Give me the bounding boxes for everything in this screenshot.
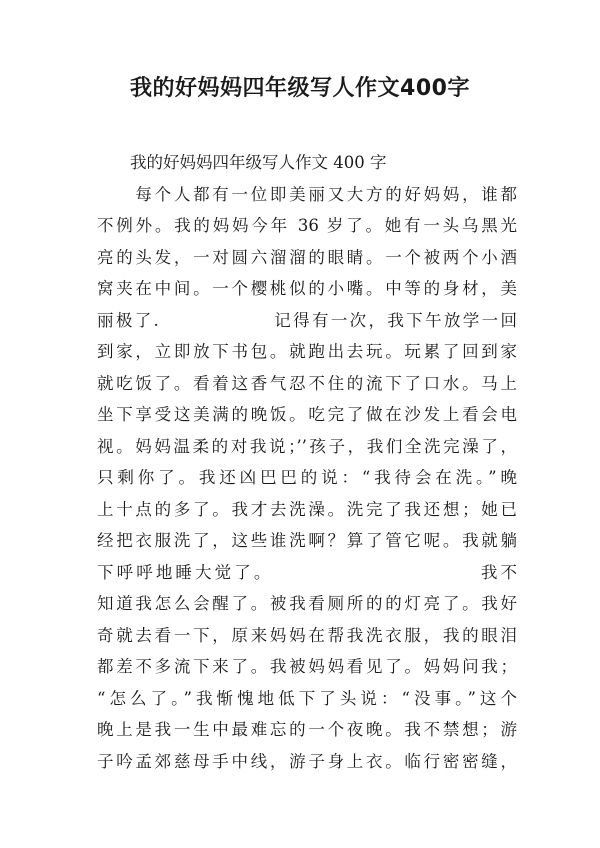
- text-line: 都差不多流下来了。我被妈妈看见了。妈妈问我；: [97, 657, 517, 676]
- text-line: 坐下享受这美满的晚饭。吃完了做在沙发上看会电: [97, 405, 517, 424]
- text-line: 子吟孟郊慈母手中线，游子身上衣。临行密密缝，: [97, 751, 517, 771]
- document-body: [97, 147, 517, 777]
- text-line: 就吃饭了。看着这香气忍不住的流下了口水。马上: [97, 373, 517, 393]
- text-line: 晚上是我一生中最难忘的一个夜晚。我不禁想；游: [97, 720, 517, 739]
- text-line: 下呼呼地睡大觉了。 我不: [97, 562, 517, 582]
- text-line: “怎么了。”我惭愧地低下了头说：“没事。”这个: [97, 688, 517, 708]
- text-line: 窝夹在中间。一个樱桃似的小嘴。中等的身材，美: [97, 279, 517, 298]
- text-line: 不例外。我的妈妈今年 36 岁了。她有一头乌黑光: [97, 216, 517, 235]
- document-title: 我的好妈妈四年级写人作文400字: [130, 76, 470, 101]
- text-line: 经把衣服洗了，这些谁洗啊？算了管它呢。我就躺: [97, 531, 517, 550]
- text-line: 视。妈妈温柔的对我说；’’孩子，我们全洗完澡了，: [97, 436, 517, 456]
- text-line: 只剩你了。我还凶巴巴的说：“我待会在洗。”晚: [97, 468, 517, 487]
- text-line-subtitle: 我的好妈妈四年级写人作文 400 字: [97, 153, 387, 172]
- text-line: 奇就去看一下，原来妈妈在帮我洗衣服，我的眼泪: [97, 625, 517, 645]
- text-line: 到家，立即放下书包。就跑出去玩。玩累了回到家: [97, 342, 517, 361]
- text-line: 每个人都有一位即美丽又大方的好妈妈，谁都: [97, 184, 517, 204]
- text-line: 丽极了. 记得有一次，我下午放学一回: [97, 310, 517, 330]
- text-line: 上十点的多了。我才去洗澡。洗完了我还想；她已: [97, 499, 517, 519]
- text-line: 知道我怎么会醒了。被我看厕所的的灯亮了。我好: [97, 594, 517, 613]
- text-line: 亮的头发，一对圆六溜溜的眼睛。一个被两个小酒: [97, 247, 517, 267]
